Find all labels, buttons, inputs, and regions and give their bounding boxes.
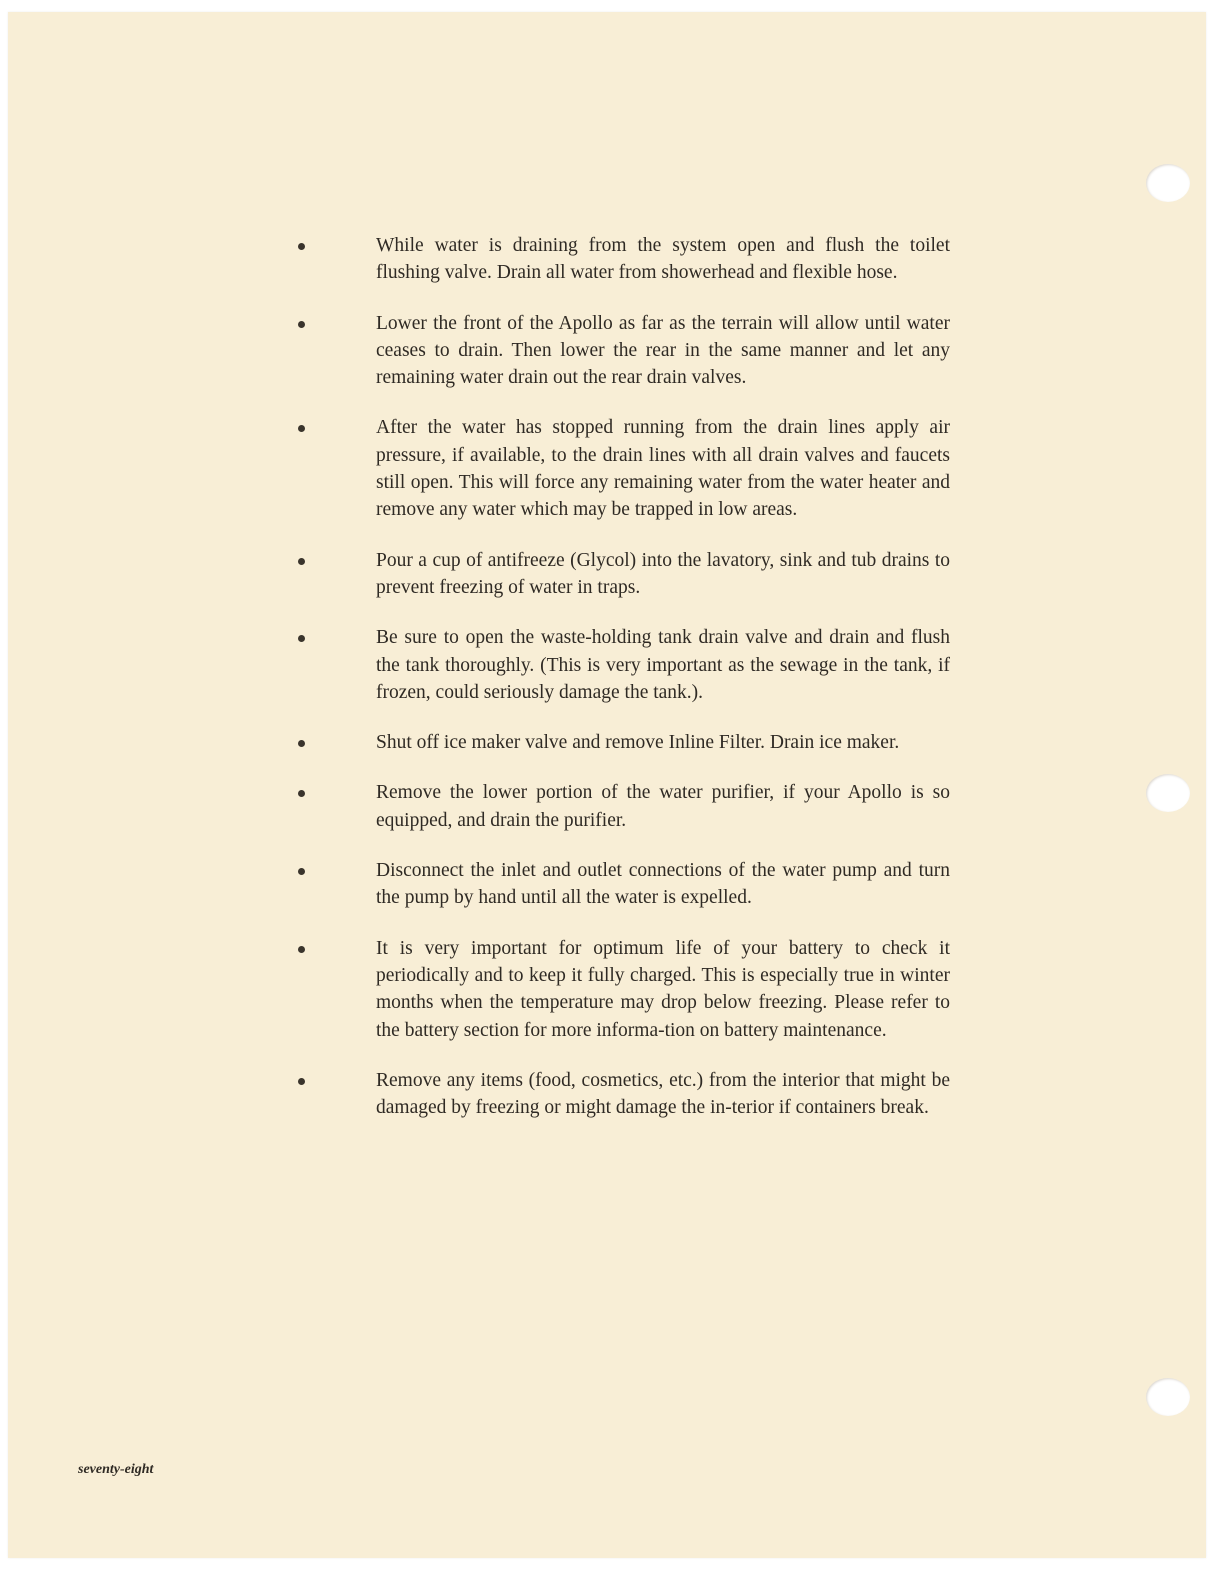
list-item-text: It is very important for optimum life of your battery to check it periodically and to keep it fully charged. This is especially true in winter months when the temperature may drop below freezing. Please refer to the battery section for more informa-tion on battery maintenance.: [376, 937, 950, 1041]
list-item: [290, 547, 950, 602]
list-item: [290, 729, 950, 756]
list-item-text: Disconnect the inlet and outlet connections of the water pump and turn the pump by hand until all the water is expelled.: [376, 860, 950, 909]
bullet-icon: [298, 635, 305, 642]
bullet-icon: [298, 868, 305, 875]
bullet-icon: [298, 243, 305, 250]
list-item: [290, 232, 950, 287]
bullet-icon: [298, 558, 305, 565]
list-item: [290, 935, 950, 1044]
bullet-icon: [298, 1078, 305, 1085]
winterizing-bullet-list: [290, 232, 950, 1144]
list-item-text: Be sure to open the waste-holding tank drain valve and drain and flush the tank thoroughly. (This is very important as the sewage in the tank, if frozen, could seriously damage the tank.).: [376, 627, 950, 703]
bullet-icon: [298, 740, 305, 747]
list-item: [290, 414, 950, 523]
list-item: [290, 857, 950, 912]
list-item-text: Shut off ice maker valve and remove Inline Filter. Drain ice maker.: [376, 732, 900, 754]
bullet-icon: [298, 425, 305, 432]
list-item: [290, 779, 950, 834]
bullet-icon: [298, 321, 305, 328]
list-item: [290, 624, 950, 706]
list-item-text: Lower the front of the Apollo as far as the terrain will allow until water ceases to drain. Then lower the rear in the same manner and let any remaining water drain out the rear drain valves.: [376, 312, 950, 389]
list-item-text: After the water has stopped running from the drain lines apply air pressure, if available, to the drain lines with all drain valves and faucets still open. This will force any remaining water from the water heater and remove any water which may be trapped in low areas.: [376, 417, 950, 521]
binder-hole-top: [1146, 164, 1190, 202]
bullet-icon: [298, 790, 305, 797]
list-item-text: Remove the lower portion of the water purifier, if your Apollo is so equipped, and drain the purifier.: [376, 782, 950, 831]
list-item-text: Remove any items (food, cosmetics, etc.) from the interior that might be damaged by freezing or might damage the in-terior if containers break.: [376, 1069, 950, 1119]
list-item: [290, 1067, 950, 1122]
binder-hole-bottom: [1146, 1378, 1190, 1416]
bullet-icon: [298, 946, 305, 953]
list-item: [290, 310, 950, 392]
list-item-text: While water is draining from the system open and flush the toilet flushing valve. Drain all water from showerhead and flexible hose.: [376, 235, 950, 284]
page-number: seventy-eight: [78, 1462, 154, 1477]
list-item-text: Pour a cup of antifreeze (Glycol) into the lavatory, sink and tub drains to prevent freezing of water in traps.: [376, 549, 950, 598]
binder-hole-middle: [1146, 774, 1190, 812]
